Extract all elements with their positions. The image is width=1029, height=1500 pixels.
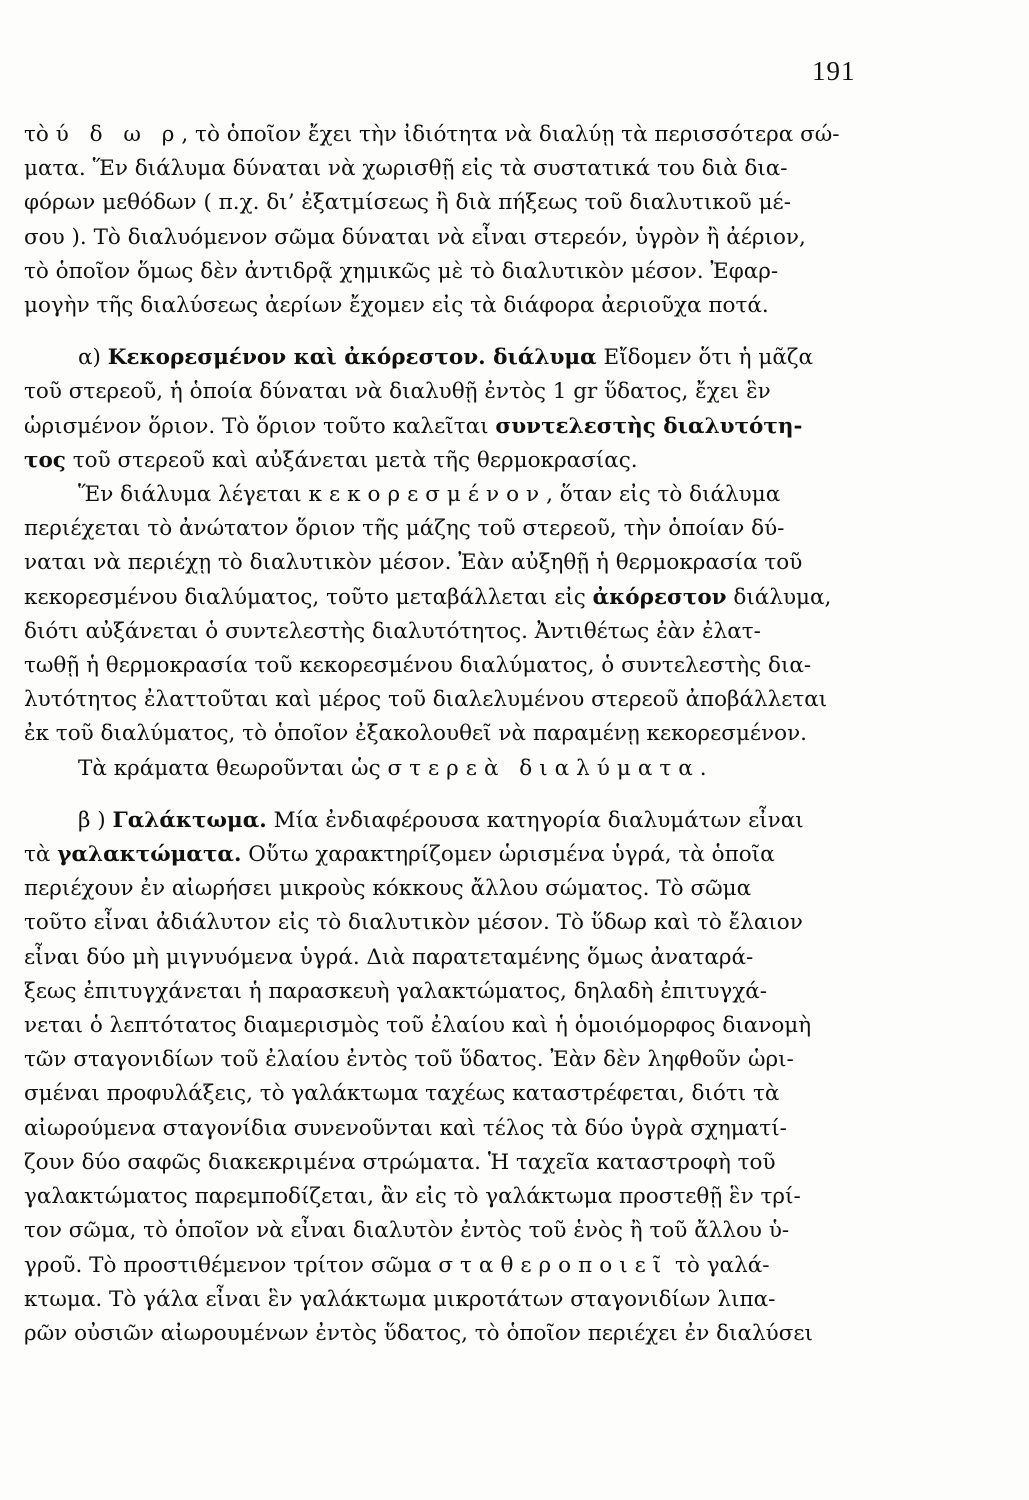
bold-term: συντελεστὴς διαλυτότη- xyxy=(495,413,803,439)
text-line: εἶναι δύο μὴ μιγνυόμενα ὑγρά. Διὰ παρατεταμένης ὅμως ἀναταρά- xyxy=(24,944,754,970)
bold-term: γαλακτώματα. xyxy=(57,842,242,868)
section-heading: Κεκορεσμένον καὶ ἀκόρεστον. διάλυμα xyxy=(107,345,597,371)
text-run: τὰ xyxy=(24,842,58,868)
text-line: ἐκ τοῦ διαλύματος, τὸ ὁποῖον ἐξακολουθεῖ νὰ παραμένῃ κεκορεσμένον. xyxy=(24,721,807,747)
section-marker: β ) xyxy=(78,807,113,833)
page-number: 191 xyxy=(812,56,856,86)
body-text xyxy=(24,118,874,1351)
text-run: τὸ xyxy=(24,122,56,147)
text-line: σμέναι προφυλάξεις, τὸ γαλάκτωμα ταχέως καταστρέφεται, διότι τὰ xyxy=(24,1081,780,1107)
paragraph-intro xyxy=(24,118,874,323)
text-line: γαλακτώματος παρεμποδίζεται, ἂν εἰς τὸ γαλάκτωμα προστεθῇ ἓν τρί- xyxy=(24,1184,801,1210)
text-line: σου ). Τὸ διαλυόμενον σῶμα δύναται νὰ εἶναι στερεόν, ὑγρὸν ἢ ἀέριον, xyxy=(24,224,806,250)
paragraph-gap xyxy=(24,786,874,804)
text-line: τωθῇ ἡ θερμοκρασία τοῦ κεκορεσμένου διαλύματος, ὁ συντελεστὴς δια- xyxy=(24,653,812,679)
text-line xyxy=(24,118,874,152)
text-line xyxy=(24,752,874,786)
text-line xyxy=(24,581,874,615)
text-line: ζουν δύο σαφῶς διακεκριμένα στρώματα. Ἡ ταχεῖα καταστροφὴ τοῦ xyxy=(24,1149,776,1175)
spaced-term: σταθεροποιεῖ xyxy=(438,1252,669,1278)
paragraph-gap xyxy=(24,323,874,341)
text-line xyxy=(24,1249,874,1283)
bold-term: ἀκόρεστον xyxy=(592,584,727,610)
text-line: τῶν σταγονιδίων τοῦ ἐλαίου ἐντὸς τοῦ ὕδατος. Ἐὰν δὲν ληφθοῦν ὡρι- xyxy=(24,1047,794,1073)
text-line: διότι αὐξάνεται ὁ συντελεστὴς διαλυτότητος. Ἀντιθέτως ἐὰν ἐλατ- xyxy=(24,618,761,644)
text-run: Μία ἐνδιαφέρουσα κατηγορία διαλυμάτων εἶναι xyxy=(266,807,804,833)
text-line xyxy=(24,444,874,478)
text-run: γροῦ. Τὸ προστιθέμενον τρίτον σῶμα xyxy=(24,1252,439,1278)
section-heading: Γαλάκτωμα. xyxy=(112,807,267,833)
text-run: τὸ γαλά- xyxy=(668,1252,770,1278)
text-run: , ὅταν εἰς τὸ διάλυμα xyxy=(546,482,781,508)
text-line: νεται ὁ λεπτότατος διαμερισμὸς τοῦ ἐλαίου καὶ ἡ ὁμοιόμορφος διανομὴ xyxy=(24,1013,812,1039)
bold-term: τος xyxy=(24,447,66,473)
spaced-term: στερεὰ διαλύματα. xyxy=(387,755,714,781)
text-run: κεκορεσμένου διαλύματος, τοῦτο μεταβάλλεται εἰς xyxy=(24,584,593,610)
text-line: περιέχουν ἐν αἰωρήσει μικροὺς κόκκους ἄλλου σώματος. Τὸ σῶμα xyxy=(24,876,752,902)
section-a-heading-line xyxy=(24,341,874,375)
text-line xyxy=(24,478,874,512)
text-line: ματα. Ἕν διάλυμα δύναται νὰ χωρισθῇ εἰς τὰ συστατικά του διὰ δια- xyxy=(24,156,788,182)
text-line: ναται νὰ περιέχῃ τὸ διαλυτικὸν μέσον. Ἐὰν αὐξηθῇ ἡ θερμοκρασία τοῦ xyxy=(24,550,803,576)
text-run: ὡρισμένον ὅριον. Τὸ ὅριον τοῦτο καλεῖται xyxy=(24,413,496,439)
text-run: διάλυμα, xyxy=(726,584,832,610)
text-run: Τὰ κράματα θεωροῦνται ὡς xyxy=(78,755,388,781)
text-line: κτωμα. Τὸ γάλα εἶναι ἓν γαλάκτωμα μικροτάτων σταγονιδίων λιπα- xyxy=(24,1286,776,1312)
text-run: Οὕτω χαρακτηρίζομεν ὡρισμένα ὑγρά, τὰ ὁποῖα xyxy=(241,842,775,868)
text-line xyxy=(24,838,874,872)
text-line xyxy=(24,410,874,444)
text-line: αἰωρούμενα σταγονίδια συνενοῦνται καὶ τέλος τὰ δύο ὑγρὰ σχηματί- xyxy=(24,1115,787,1141)
text-run: , τὸ ὁποῖον ἔχει τὴν ἰδιότητα νὰ διαλύῃ τὰ περισσότερα σώ- xyxy=(181,122,840,147)
text-line: τοῦτο εἶναι ἀδιάλυτον εἰς τὸ διαλυτικὸν μέσον. Τὸ ὕδωρ καὶ τὸ ἔλαιον xyxy=(24,910,803,936)
section-a xyxy=(24,341,874,786)
text-run: Εἴδομεν ὅτι ἡ μᾶζα xyxy=(596,345,814,371)
text-line: τον σῶμα, τὸ ὁποῖον νὰ εἶναι διαλυτὸν ἐντὸς τοῦ ἑνὸς ἢ τοῦ ἄλλου ὑ- xyxy=(24,1218,790,1244)
text-line: μογὴν τῆς διαλύσεως ἀερίων ἔχομεν εἰς τὰ διάφορα ἀεριοῦχα ποτά. xyxy=(24,293,769,319)
text-line: ξεως ἐπιτυγχάνεται ἡ παρασκευὴ γαλακτώματος, δηλαδὴ ἐπιτυγχά- xyxy=(24,978,768,1004)
text-line: τὸ ὁποῖον ὅμως δὲν ἀντιδρᾷ χημικῶς μὲ τὸ διαλυτικὸν μέσον. Ἐφαρ- xyxy=(24,258,779,284)
text-line: φόρων μεθόδων ( π.χ. δι’ ἐξατμίσεως ἢ διὰ πήξεως τοῦ διαλυτικοῦ μέ- xyxy=(24,190,791,216)
section-marker: α) xyxy=(78,345,108,371)
spaced-term: ύ δ ω ρ xyxy=(55,122,182,147)
section-b-heading-line xyxy=(24,804,874,838)
text-run: τοῦ στερεοῦ καὶ αὐξάνεται μετὰ τῆς θερμοκρασίας. xyxy=(65,447,638,473)
text-line: περιέχεται τὸ ἀνώτατον ὅριον τῆς μάζης τοῦ στερεοῦ, τὴν ὁποίαν δύ- xyxy=(24,516,785,542)
spaced-term: κεκορεσμένον xyxy=(308,482,547,508)
section-b xyxy=(24,804,874,1351)
text-line: τοῦ στερεοῦ, ἡ ὁποία δύναται νὰ διαλυθῇ ἐντὸς 1 gr ὕδατος, ἔχει ἓν xyxy=(24,379,771,405)
text-line: ρῶν οὐσιῶν αἰωρουμένων ἐντὸς ὕδατος, τὸ ὁποῖον περιέχει ἐν διαλύσει xyxy=(24,1320,813,1346)
text-run: Ἕν διάλυμα λέγεται xyxy=(78,482,309,508)
text-line: λυτότητος ἐλαττοῦται καὶ μέρος τοῦ διαλελυμένου στερεοῦ ἀποβάλλεται xyxy=(24,687,828,713)
